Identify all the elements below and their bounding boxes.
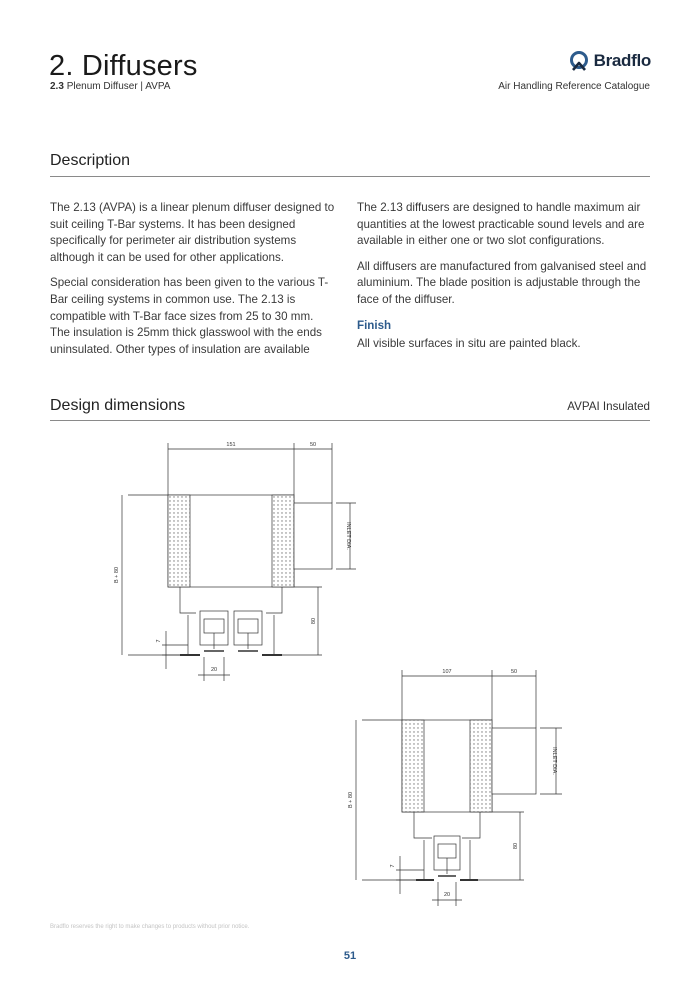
dim-slot-gap: 7 (390, 864, 396, 868)
two-slot-diffuser-drawing (100, 435, 360, 685)
finish-heading: Finish (357, 318, 392, 332)
dim-lower: 80 (513, 842, 519, 850)
description-right-column (357, 200, 651, 362)
subtitle-number: 2.3 (50, 81, 64, 92)
description-heading: Description (50, 152, 131, 169)
page-number: 51 (343, 950, 357, 962)
footer-disclaimer: Bradflo reserves the right to make changes to products without prior notice. (50, 924, 250, 930)
subtitle-text: Plenum Diffuser | AVPA (66, 81, 171, 92)
catalogue-title: Air Handling Reference Catalogue (498, 81, 650, 92)
design-heading: Design dimensions (50, 397, 186, 414)
design-variant-label: AVPAI Insulated (567, 400, 650, 413)
dim-top-width: 151 (226, 442, 236, 448)
single-slot-diffuser-drawing (340, 662, 580, 912)
description-paragraph: All diffusers are manufactured from galvanised steel and aluminium. The blade position is adjustable through the face of the diffuser. (357, 259, 647, 306)
dim-height: B + 80 (348, 791, 354, 809)
dim-inlet-offset: 50 (510, 669, 518, 675)
dim-lower: 80 (311, 617, 317, 625)
description-left-column (50, 200, 336, 367)
dim-slot-width: 20 (443, 892, 451, 898)
description-paragraph: The 2.13 diffusers are designed to handle maximum air quantities at the lowest practicable sound levels and are available in either one or two slot configurations. (357, 201, 645, 248)
dim-slot-width: 20 (210, 667, 218, 673)
dim-top-width: 107 (442, 669, 452, 675)
dim-slot-gap: 7 (156, 639, 162, 643)
dim-inlet-dia: INLET DIA. (345, 522, 351, 550)
bradflo-logo-icon (568, 50, 590, 72)
brand-name: Bradflo (593, 51, 651, 70)
brand-logo (568, 50, 651, 72)
design-divider (50, 420, 650, 421)
page-subtitle (50, 81, 170, 92)
description-paragraph: The 2.13 (AVPA) is a linear plenum diffuser designed to suit ceiling T-Bar systems. It has been designed specifically for perimeter air distribution systems although it can be used for other applications. (50, 201, 335, 264)
dim-inlet-offset: 50 (309, 442, 317, 448)
description-divider (50, 176, 650, 177)
finish-text: All visible surfaces in situ are painted black. (357, 337, 581, 351)
description-paragraph: Special consideration has been given to the various T-Bar ceiling systems in common use. The 2.13 is compatible with T-Bar face sizes from 25 to 30 mm. The insulation is 25mm thick glasswool with the ends uninsulated. Other types of insulation are available (50, 276, 329, 356)
dim-height: B + 80 (114, 566, 120, 584)
page-title: 2. Diffusers (49, 50, 198, 82)
dim-inlet-dia: INLET DIA. (551, 747, 557, 775)
